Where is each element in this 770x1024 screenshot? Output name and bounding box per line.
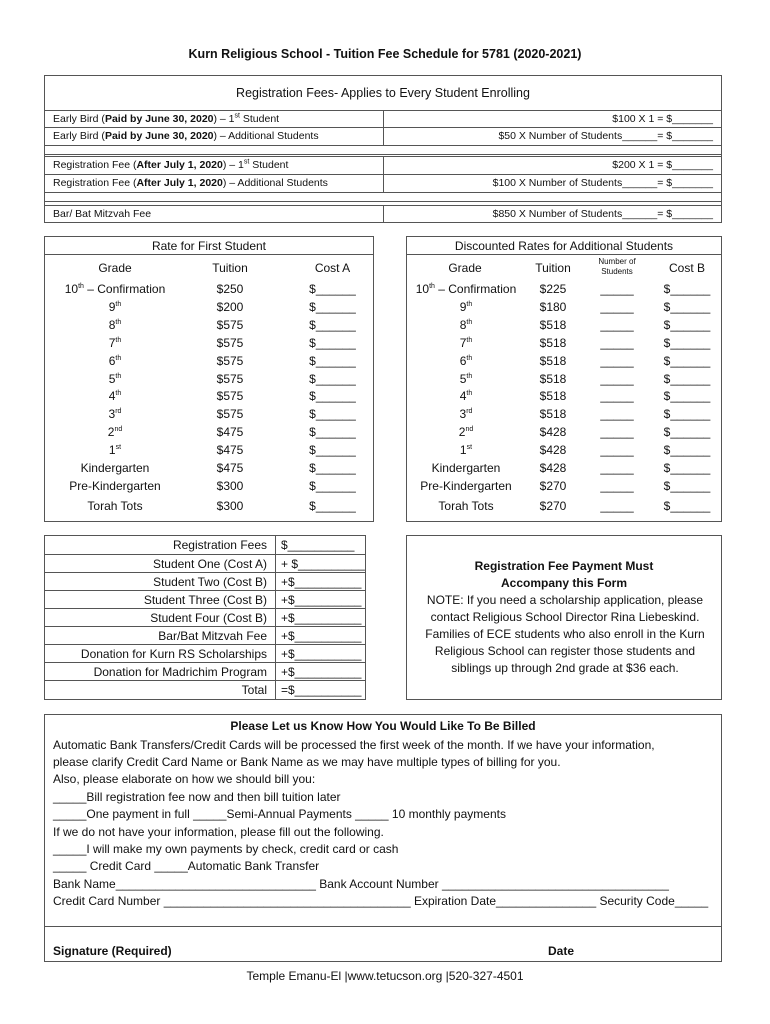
grade-label: Torah Tots <box>87 498 143 513</box>
cost-field[interactable]: $______ <box>663 443 711 458</box>
tuition-value: $475 <box>216 443 244 458</box>
grade-label: 1st <box>459 443 473 458</box>
summary-amount-field[interactable]: +$__________ <box>281 611 362 625</box>
tuition-value: $518 <box>539 371 567 386</box>
summary-label: Bar/Bat Mitzvah Fee <box>158 629 267 643</box>
own-payments-option[interactable]: _____I will make my own payments by check, credit card or cash <box>53 842 399 856</box>
summary-amount-field[interactable]: + $__________ <box>281 557 365 571</box>
student-count-field[interactable]: _____ <box>600 371 634 386</box>
summary-row <box>45 626 365 645</box>
cost-field[interactable]: $______ <box>663 461 711 475</box>
note-title-line-2: Accompany this Form <box>500 576 628 590</box>
tuition-value: $225 <box>539 282 567 296</box>
cost-field[interactable]: $______ <box>663 282 711 296</box>
summary-row <box>45 644 365 663</box>
tuition-value: $518 <box>539 389 567 404</box>
student-count-field[interactable]: _____ <box>600 498 634 513</box>
fee-summary-table <box>44 535 366 700</box>
grade-label: 2nd <box>107 425 123 440</box>
first-student-title: Rate for First Student <box>151 239 267 253</box>
cost-field[interactable]: $______ <box>663 389 711 404</box>
grade-label: 6th <box>459 353 473 368</box>
tuition-value: $300 <box>216 498 244 513</box>
student-count-field[interactable]: _____ <box>600 407 634 422</box>
cost-field[interactable]: $______ <box>663 335 711 350</box>
student-count-field[interactable]: _____ <box>600 461 634 475</box>
cost-field[interactable]: $______ <box>663 478 711 493</box>
grade-label: 4th <box>108 389 122 404</box>
tuition-value: $200 <box>216 299 244 314</box>
tuition-value: $575 <box>216 353 244 368</box>
tuition-value: $428 <box>539 443 567 458</box>
grade-label: 4th <box>459 389 473 404</box>
mitzvah-fee-row: Bar/ Bat Mitzvah Fee $850 X Number of Students______= $_______ <box>45 205 721 223</box>
billing-line: If we do not have your information, please fill out the following. <box>53 825 384 839</box>
early-bird-additional-row: Early Bird (Paid by June 30, 2020) – Additional Students $50 X Number of Students______= $_______ <box>45 127 721 146</box>
summary-row <box>45 662 365 681</box>
billing-line: Also, please elaborate on how we should bill you: <box>53 772 316 786</box>
cost-field[interactable]: $______ <box>309 407 356 422</box>
tuition-value: $518 <box>539 317 567 332</box>
summary-row <box>45 536 365 554</box>
summary-label: Donation for Madrichim Program <box>93 665 267 679</box>
early-bird-first-amount[interactable]: $100 X 1 = $_______ <box>612 113 713 125</box>
summary-row <box>45 572 365 591</box>
grade-label: 1st <box>108 443 122 458</box>
registration-additional-amount[interactable]: $100 X Number of Students______= $_______ <box>492 177 713 189</box>
cost-field[interactable]: $______ <box>309 443 356 458</box>
note-line: NOTE: If you need a scholarship application, please <box>426 593 704 607</box>
billing-header: Please Let us Know How You Would Like To Be Billed <box>230 719 536 733</box>
registration-first-amount[interactable]: $200 X 1 = $_______ <box>612 159 713 171</box>
note-line: Families of ECE students who also enroll in the Kurn <box>425 627 705 641</box>
early-bird-first-row: Early Bird (Paid by June 30, 2020) – 1st Student $100 X 1 = $_______ <box>45 110 721 128</box>
cost-field[interactable]: $______ <box>309 282 356 296</box>
tuition-value: $518 <box>539 353 567 368</box>
grade-label: 8th <box>108 317 122 332</box>
tuition-value: $575 <box>216 371 244 386</box>
additional-students-table: Discounted Rates for Additional Students Grade Tuition Number of Students Cost B 10th – Confirmation $225 _____ $______ 9th $180 _____ $______ 8th $518 _____ $______ 7th $518 _____ $______ 6th $518 _____ $______ 5th $518 _____ $______ 4th $518 _____ $______ 3rd $518 _____ $______ 2nd $428 _____ $______ 1st $428 _____ $______ Kindergarten $428 _____ $______ Pre-Kindergarten $270 _____ $______ Torah Tots $270 _____ $______ <box>406 236 722 522</box>
early-bird-additional-amount[interactable]: $50 X Number of Students______= $_______ <box>498 130 713 142</box>
credit-card-fields[interactable]: Credit Card Number _____________________________________ Expiration Date_______________ Security Code_____ <box>53 894 709 908</box>
cost-field[interactable]: $______ <box>309 353 356 368</box>
cost-field[interactable]: $______ <box>663 407 711 422</box>
bank-info-fields[interactable]: Bank Name______________________________ Bank Account Number __________________________________ <box>53 877 669 891</box>
tuition-value: $575 <box>216 335 244 350</box>
grade-label: Kindergarten <box>431 461 501 475</box>
registration-additional-row: Registration Fee (After July 1, 2020) – Additional Students $100 X Number of Students______= $_______ <box>45 174 721 193</box>
grade-label: 5th <box>459 371 473 386</box>
summary-label: Student Three (Cost B) <box>143 593 267 607</box>
summary-row <box>45 608 365 627</box>
cost-field[interactable]: $______ <box>309 425 356 440</box>
student-count-field[interactable]: _____ <box>600 282 634 296</box>
tuition-value: $180 <box>539 299 567 314</box>
grade-label: 7th <box>459 335 473 350</box>
tuition-value: $300 <box>216 478 244 493</box>
grade-label: 9th <box>108 299 122 314</box>
summary-amount-field[interactable]: $__________ <box>281 538 355 552</box>
summary-amount-field[interactable]: +$__________ <box>281 647 362 661</box>
payment-plan-options[interactable]: _____One payment in full _____Semi-Annual Payments _____ 10 monthly payments <box>53 807 506 821</box>
summary-label: Student Two (Cost B) <box>153 575 267 589</box>
cost-field[interactable]: $______ <box>309 317 356 332</box>
cost-field[interactable]: $______ <box>663 498 711 513</box>
grade-label: 10th – Confirmation <box>64 282 166 296</box>
registration-fees-table <box>44 75 722 223</box>
note-line: contact Religious School Director Rina Liebeskind. <box>430 610 700 624</box>
student-count-field[interactable]: _____ <box>600 353 634 368</box>
grade-label: Pre-Kindergarten <box>69 478 161 493</box>
note-line: siblings up through 2nd grade at $36 each. <box>451 661 679 675</box>
note-title-line-1: Registration Fee Payment Must <box>474 559 654 573</box>
registration-header: Registration Fees- Applies to Every Student Enrolling <box>236 86 530 100</box>
tuition-value: $575 <box>216 389 244 404</box>
tuition-value: $250 <box>216 282 244 296</box>
grade-label: 6th <box>108 353 122 368</box>
cost-field[interactable]: $______ <box>663 425 711 440</box>
billing-line: please clarify Credit Card Name or Bank Name as we may have multiple types of billing for you. <box>53 755 561 769</box>
grade-label: 10th – Confirmation <box>415 282 517 296</box>
summary-row <box>45 590 365 609</box>
grade-label: Torah Tots <box>438 498 494 513</box>
billing-line: Automatic Bank Transfers/Credit Cards will be processed the first week of the month. If we have your information, <box>53 738 655 752</box>
summary-label: Registration Fees <box>172 538 267 552</box>
registration-first-row: Registration Fee (After July 1, 2020) – 1st Student $200 X 1 = $_______ <box>45 156 721 174</box>
grade-label: 9th <box>459 299 473 314</box>
summary-amount-field[interactable]: +$__________ <box>281 593 362 607</box>
first-student-table: Rate for First Student Grade Tuition Cost A 10th – Confirmation $250 $______ 9th $200 $______ 8th $575 $______ 7th $575 $______ 6th $575 $______ 5th $575 $______ 4th $575 $______ 3rd $575 $______ 2nd $475 $______ 1st $475 $______ Kindergarten $475 $______ Pre-Kindergarten $300 $______ Torah Tots $300 $______ <box>44 236 374 522</box>
grade-label: 8th <box>459 317 473 332</box>
payment-note <box>406 535 722 700</box>
summary-row <box>45 554 365 573</box>
tuition-value: $270 <box>539 498 567 513</box>
cost-field[interactable]: $______ <box>309 498 356 513</box>
tuition-value: $428 <box>539 461 567 475</box>
summary-label: Student Four (Cost B) <box>150 611 267 625</box>
grade-label: Pre-Kindergarten <box>420 478 512 493</box>
cost-field[interactable]: $______ <box>663 317 711 332</box>
cost-field[interactable]: $______ <box>309 299 356 314</box>
cost-field[interactable]: $______ <box>663 299 711 314</box>
summary-amount-field[interactable]: +$__________ <box>281 575 362 589</box>
grade-label: 2nd <box>458 425 474 440</box>
student-count-field[interactable]: _____ <box>600 425 634 440</box>
tuition-value: $575 <box>216 407 244 422</box>
grade-label: 3rd <box>108 407 122 422</box>
summary-label: Student One (Cost A) <box>152 557 267 571</box>
grade-label: 7th <box>108 335 122 350</box>
signature-field[interactable]: Signature (Required) <box>53 944 172 958</box>
footer-contact: Temple Emanu-El |www.tetucson.org |520-327-4501 <box>246 969 524 983</box>
summary-amount-field[interactable]: =$__________ <box>281 683 362 697</box>
tuition-value: $475 <box>216 425 244 440</box>
note-line: Religious School can register those students and <box>434 644 696 658</box>
summary-row <box>45 680 365 699</box>
student-count-field[interactable]: _____ <box>600 478 634 493</box>
tuition-value: $475 <box>216 461 244 475</box>
cost-field[interactable]: $______ <box>309 371 356 386</box>
grade-label: 5th <box>108 371 122 386</box>
tuition-value: $428 <box>539 425 567 440</box>
grade-label: Kindergarten <box>80 461 150 475</box>
summary-label: Total <box>241 683 267 697</box>
mitzvah-fee-amount[interactable]: $850 X Number of Students______= $_______ <box>492 208 713 220</box>
student-count-field[interactable]: _____ <box>600 443 634 458</box>
summary-label: Donation for Kurn RS Scholarships <box>80 647 267 661</box>
tuition-value: $270 <box>539 478 567 493</box>
cost-field[interactable]: $______ <box>663 371 711 386</box>
date-field[interactable]: Date <box>548 944 575 958</box>
student-count-field[interactable]: _____ <box>600 335 634 350</box>
student-count-field[interactable]: _____ <box>600 299 634 314</box>
cost-field[interactable]: $______ <box>309 335 356 350</box>
payment-method-options[interactable]: _____ Credit Card _____Automatic Bank Transfer <box>53 859 320 873</box>
page-title: Kurn Religious School - Tuition Fee Schedule for 5781 (2020-2021) <box>188 47 582 61</box>
tuition-value: $518 <box>539 407 567 422</box>
summary-amount-field[interactable]: +$__________ <box>281 629 362 643</box>
tuition-value: $518 <box>539 335 567 350</box>
billing-section <box>44 714 722 962</box>
cost-field[interactable]: $______ <box>309 461 356 475</box>
summary-amount-field[interactable]: +$__________ <box>281 665 362 679</box>
student-count-field[interactable]: _____ <box>600 317 634 332</box>
cost-field[interactable]: $______ <box>309 389 356 404</box>
grade-label: 3rd <box>459 407 473 422</box>
tuition-value: $575 <box>216 317 244 332</box>
cost-field[interactable]: $______ <box>309 478 356 493</box>
bill-registration-later-option[interactable]: _____Bill registration fee now and then bill tuition later <box>53 790 341 804</box>
additional-students-title: Discounted Rates for Additional Students <box>454 239 674 253</box>
cost-field[interactable]: $______ <box>663 353 711 368</box>
student-count-field[interactable]: _____ <box>600 389 634 404</box>
